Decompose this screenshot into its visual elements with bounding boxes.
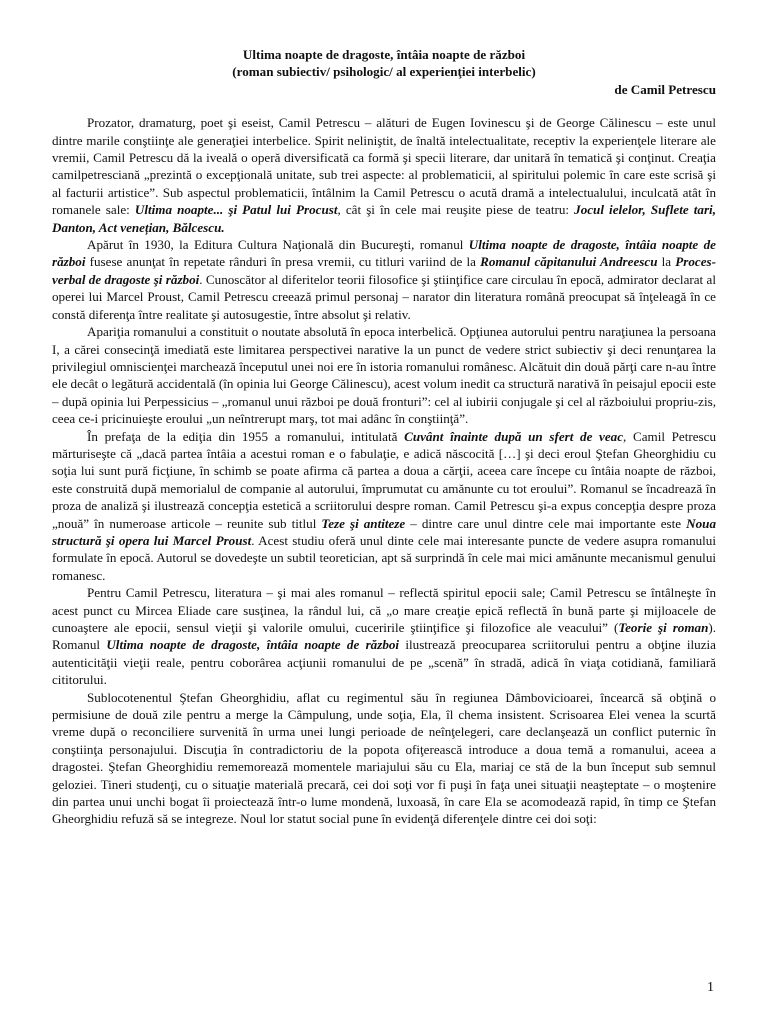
body-paragraph xyxy=(52,114,716,236)
paragraph-text: Prozator, dramaturg, poet şi eseist, Camil Petrescu – alături de Eugen Iovinescu şi de George Călinescu – este unul dintre marile conştiinţe ale generaţiei interbelice. Spirit neliniştit, de înaltă intelectualitate, receptiv la experienţele literare ale vremii, Camil Petrescu dă la iveală o operă diversificată ca formă şi specii literare, dar unitară în tematică şi conţinut. Creaţia camilpetresciană „prezintă o excepţională unitate, sub trei aspecte: al problematicii, al spiritului polemic în care este scrisă şi al facturii artistice”. Sub aspectul problematicii, întâlnim la Camil Petrescu o acută dramă a intelectualului, inculcată atât în romanele sale: xyxy=(52,115,716,218)
emphasized-title: Romanul căpitanului Andreescu xyxy=(480,254,658,270)
emphasized-title: Proces-verbal de dragoste şi război xyxy=(52,254,716,287)
paragraph-text: Pentru Camil Petrescu, literatura – şi mai ales romanul – reflectă spiritul epocii sale; Camil Petrescu se întâlneşte în acest punct cu Mircea Eliade care susţinea, la rândul lui, că „o mare creaţie epică reflectă în bună parte şi mijloacele de cunoaştere ale epocii, sensul vieţii şi valorile omului, cuceririle ştiinţifice şi filozofice ale veacului” ( xyxy=(52,585,716,635)
title-spacer xyxy=(52,102,716,114)
emphasized-title: Noua structură şi opera lui Marcel Proust xyxy=(52,515,716,548)
paragraph-text: , Camil Petrescu mărturiseşte că „dacă partea întâia a acestui roman e o fabulaţie, e adică născocită […] şi deci eroul Ştefan Gheorghidiu cu soţia lui sunt pură ficţiune, în schimb se poate afirma că partea a doua a cărţii, aceea care începe cu întâia noapte de război, este construită după memorialul de companie al autorului, împrumutat cu amănunte cu tot eroului”. Romanul se încadrează în proza de analiză şi ilustrează concepţia estetică a scriitorului despre roman. Camil Petrescu şi-a expus concepţia despre proza „nouă” în numeroase articole – reunite sub titlul xyxy=(52,428,716,531)
emphasized-title: Jocul ielelor, Suflete tari, Danton, Act venețian, Bălcescu. xyxy=(52,202,716,235)
document-body xyxy=(52,114,716,828)
paragraph-text: În prefaţa de la ediţia din 1955 a romanului, intitulată xyxy=(87,428,405,444)
emphasized-title: Teorie şi roman xyxy=(618,620,709,635)
paragraph-text: . Acest studiu oferă unul dinte cele mai interesante puncte de vedere asupra romanului formulate în epocă. Autorul se dovedeşte un subtil teoretician, apt să surprindă în cele mai mici amănunte mecanismul genului romanesc. xyxy=(52,532,716,583)
emphasized-title: Cuvânt înainte după un sfert de veac xyxy=(404,428,624,444)
body-paragraph xyxy=(52,428,716,585)
document-title-line-2: (roman subiectiv/ psihologic/ al experienţiei interbelic) xyxy=(232,64,536,80)
paragraph-text: Apariţia romanului a constituit o noutate absolută în epoca interbelică. Opţiunea autorului pentru naraţiunea la persoana I, a cărei consecinţă imediată este limitarea perspectivei narative la un punct de vedere strict subiectiv şi deci renunţarea la privilegiul omniscienţei marchează începutul unei noi ere în istoria romanului românesc. Alcătuit din două părţi care n-au între ele decât o legătură accidentală (în opinia lui George Călinescu), acest volum inedit ca structură narativă în peisajul epocii este – după opinia lui Perpessicius – „romanul unui război pe două fronturi”: cel al iubirii conjugale şi cel al războiului propriu-zis, ceea ce-i pricinuieşte eroului „un neîntrerupt marş, tot mai adânc în conştiinţă”. xyxy=(52,324,716,427)
body-paragraph xyxy=(52,323,716,427)
emphasized-title: Ultima noapte... şi Patul lui Procust xyxy=(134,202,338,218)
paragraph-text: – dintre care unul dintre cele mai importante este xyxy=(405,515,687,531)
body-paragraph xyxy=(52,689,716,828)
paragraph-text: Apărut în 1930, la Editura Cultura Naţională din Bucureşti, romanul xyxy=(87,237,469,253)
paragraph-text: la xyxy=(657,254,676,270)
body-paragraph xyxy=(52,584,716,688)
emphasized-title: Ultima noapte de dragoste, întâia noapte de război xyxy=(106,637,400,653)
paragraph-text: fusese anunţat în repetate rânduri în presa vremii, cu titluri variind de la xyxy=(85,254,481,270)
page-number: 1 xyxy=(707,980,714,995)
paragraph-text: , cât şi în cele mai reuşite piese de teatru: xyxy=(337,202,575,218)
emphasized-title: Teze şi antiteze xyxy=(321,515,406,531)
document-page xyxy=(52,46,716,828)
document-author: de Camil Petrescu xyxy=(614,81,716,97)
paragraph-text: . Cunoscător al diferitelor teorii filosofice şi ştiinţifice care circulau în epocă, admirator declarat al operei lui Marcel Proust, Camil Petrescu creează primul personaj – narator din literatura română preocupat să înţeleagă în ce constă diferenţa între realitate şi autosugestie, între absolut şi relativ. xyxy=(52,271,717,322)
body-paragraph xyxy=(52,236,716,323)
document-title-line-1: Ultima noapte de dragoste, întâia noapte de război xyxy=(242,47,526,62)
paragraph-text: Sublocotenentul Ştefan Gheorghidiu, aflat cu regimentul său în regiunea Dâmbovicioarei, încearcă să obţină o permisiune de două zile pentru a merge la Câmpulung, unde soţia, Ela, îl chema insistent. Scrisoarea Elei venea la scurtă vreme după o reconciliere survenită în urma unei lungi perioade de neînţelegeri, care declanşează un conflict puternic în conştiinţa personajului. Discuţia în contradictoriu de la popota ofiţerească introduce a doua temă a romanului, aceea a dragostei. Ştefan Gheorghidiu rememorează momentele mariajului său cu Ela, mariaj ce stă de la bun început sub semnul geloziei. Tineri studenţi, cu o situaţie materială precară, cei doi soţi vor fi puşi în faţa unei situaţii neaşteptate – o moştenire din partea unui unchi bogat îi proiectează într-o lume mondenă, luxoasă, în care Ela se acomodează rapid, în timp ce Ştefan Gheorghidiu refuză să se integreze. Noul lor statut social pune în evidenţă diferenţele dintre cei doi soţi: xyxy=(52,689,716,827)
emphasized-title: Ultima noapte de dragoste, întâia noapte de război xyxy=(52,237,716,270)
paragraph-text: ilustrează preocuparea scriitorului pentru a obţine iluzia autenticităţii vieţii reale, pentru coborârea acţiunii romanului de pe „scenă” în stradă, adică în viaţa cotidiană, familiară cititorului. xyxy=(52,637,716,688)
paragraph-text: ). Romanul xyxy=(52,620,716,653)
